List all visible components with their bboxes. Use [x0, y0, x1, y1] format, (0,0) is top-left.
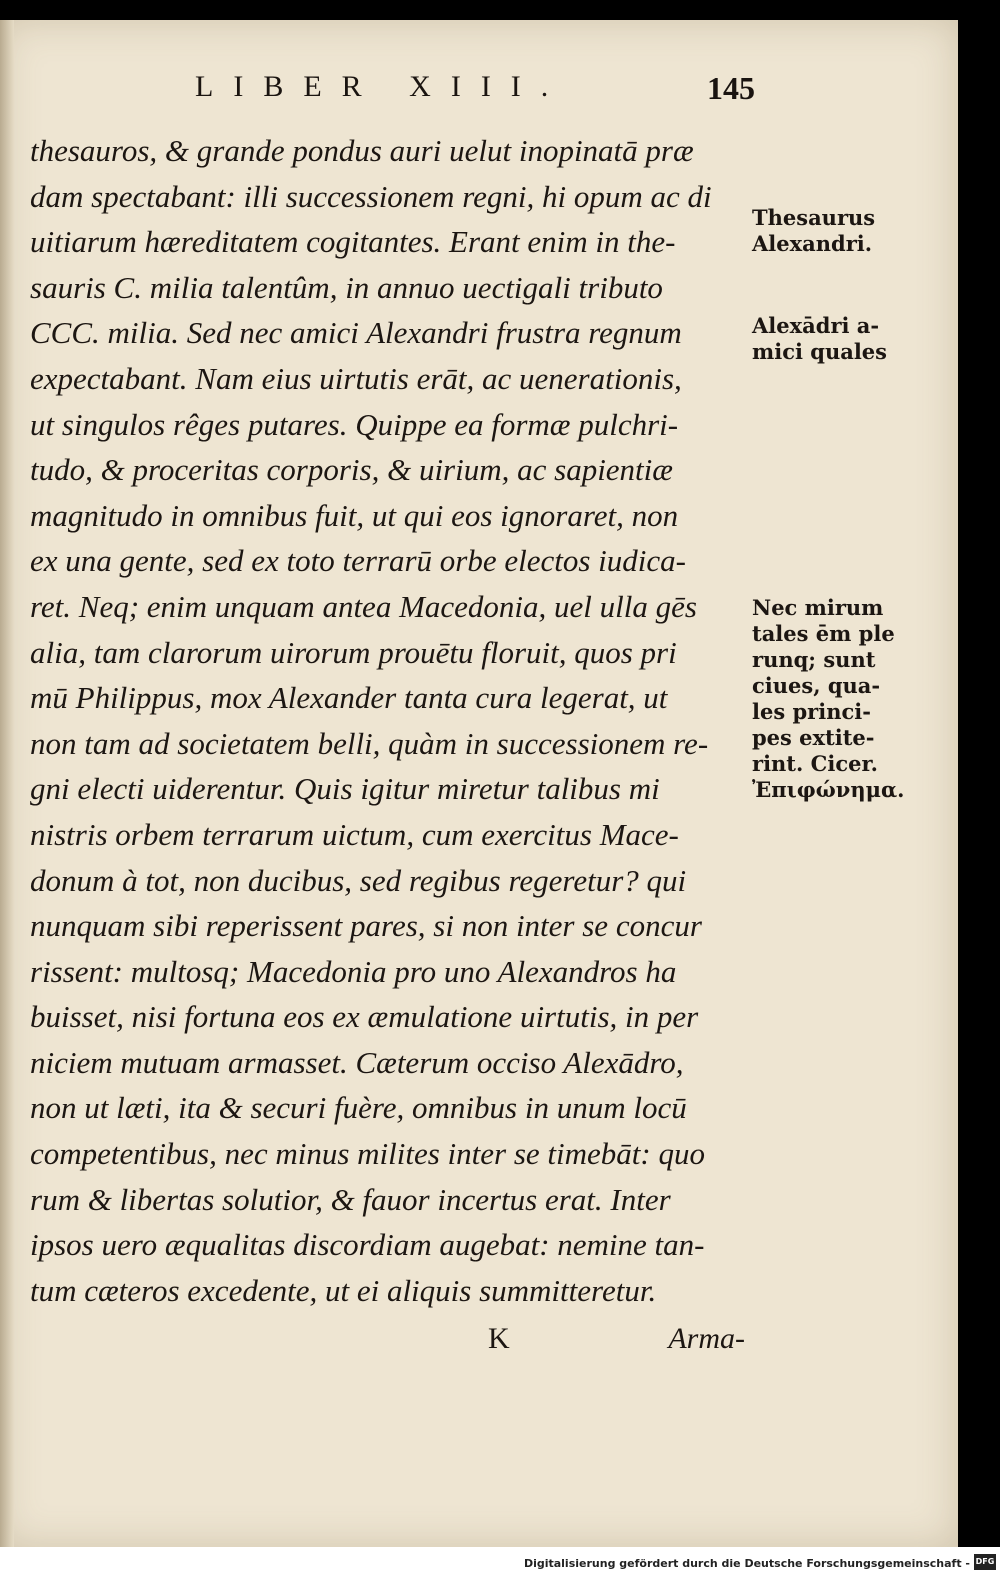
text-line: expectabant. Nam eius uirtutis erāt, ac uenerationis,: [30, 360, 682, 396]
signature-mark: K: [488, 1322, 510, 1355]
note-line: Alexādri a-: [752, 313, 880, 338]
note-line: rint. Cicer.: [752, 751, 878, 776]
text-line: ex una gente, sed ex toto terrarū orbe electos iudica-: [30, 543, 686, 579]
note-line: Alexandri.: [752, 231, 873, 256]
note-line: ciues, qua-: [752, 673, 881, 698]
text-line: uitiarum hæreditatem cogitantes. Erant enim in the-: [30, 224, 676, 260]
note-line: Ἐπιφώνημα.: [752, 777, 905, 802]
note-line: pes extite-: [752, 725, 875, 750]
scan-credit-text: Digitalisierung gefördert durch die Deutsche Forschungsgemeinschaft -: [523, 1557, 970, 1570]
marginal-note-nec-mirum: [752, 595, 922, 803]
main-text-block: [30, 128, 745, 1313]
text-line: ipsos uero æqualitas discordiam augebat: nemine tan-: [30, 1227, 705, 1263]
marginal-note-amici: [752, 313, 922, 365]
text-line: magnitudo in omnibus fuit, ut qui eos ignoraret, non: [30, 497, 679, 533]
note-line: runq; sunt: [752, 647, 876, 672]
dfg-logo-icon: DFG: [974, 1554, 996, 1570]
note-line: les princi-: [752, 699, 871, 724]
catchword: Arma-: [668, 1322, 745, 1355]
text-line: alia, tam clarorum uirorum prouētu floruit, quos pri: [30, 634, 677, 670]
text-line: competentibus, nec minus milites inter se timebāt: quo: [30, 1136, 705, 1172]
text-line: tum cæteros excedente, ut ei aliquis summitteretur.: [30, 1272, 657, 1308]
note-line: Thesaurus: [752, 205, 876, 230]
text-line: nunquam sibi reperissent pares, si non inter se concur: [30, 908, 702, 944]
page-gutter-shadow: [0, 20, 14, 1547]
text-line: donum à tot, non ducibus, sed regibus regeretur? qui: [30, 862, 687, 898]
text-line: buisset, nisi fortuna eos ex æmulatione uirtutis, in per: [30, 999, 699, 1035]
text-line: mū Philippus, mox Alexander tanta cura legerat, ut: [30, 680, 668, 716]
note-line: mici quales: [752, 339, 887, 364]
text-line: CCC. milia. Sed nec amici Alexandri frustra regnum: [30, 315, 682, 351]
text-line: dam spectabant: illi successionem regni, hi opum ac di: [30, 178, 712, 214]
running-title: LIBER XIII.: [195, 70, 569, 103]
text-line: sauris C. milia talentûm, in annuo uectigali tributo: [30, 269, 663, 305]
text-line: tudo, & proceritas corporis, & uirium, ac sapientiæ: [30, 452, 673, 488]
marginal-note-thesaurus: [752, 205, 922, 257]
note-line: tales ēm ple: [752, 621, 895, 646]
text-line: non ut læti, ita & securi fuère, omnibus in unum locū: [30, 1090, 687, 1126]
text-line: nistris orbem terrarum uictum, cum exercitus Mace-: [30, 816, 679, 852]
note-line: Nec mirum: [752, 595, 884, 620]
page-number: 145: [707, 70, 755, 106]
text-line: rissent: multosq; Macedonia pro uno Alexandros ha: [30, 953, 677, 989]
page-header: [195, 70, 755, 110]
text-line: rum & libertas solutior, & fauor incertus erat. Inter: [30, 1181, 671, 1217]
text-line: niciem mutuam armasset. Cæterum occiso Alexādro,: [30, 1044, 684, 1080]
text-line: gni electi uiderentur. Quis igitur miretur talibus mi: [30, 771, 660, 807]
text-line: non tam ad societatem belli, quàm in successionem re-: [30, 725, 709, 761]
text-line: ret. Neq; enim unquam antea Macedonia, uel ulla gēs: [30, 588, 697, 624]
text-line: thesauros, & grande pondus auri uelut inopinatā præ: [30, 133, 694, 168]
page-footer: [30, 1322, 745, 1362]
text-line: ut singulos rêges putares. Quippe ea formæ pulchri-: [30, 406, 679, 442]
scan-credit-bar: [0, 1547, 1000, 1584]
